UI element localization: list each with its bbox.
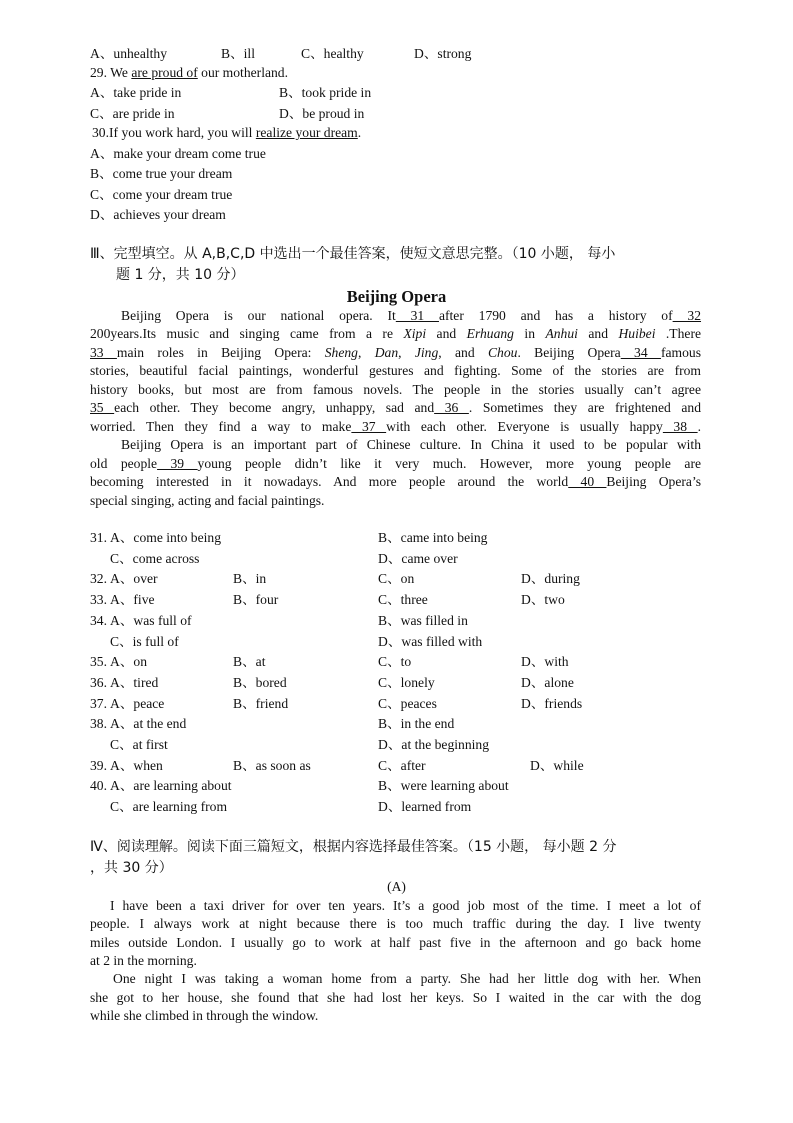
option-d: D、during <box>521 571 580 587</box>
option-c: C、is full of <box>110 633 179 649</box>
passage-line: old people 39 young people didn’t like it very much. However, more young people are <box>90 456 701 471</box>
reading-a-line: while she climbed in through the window. <box>90 1008 319 1023</box>
option-number: 36. <box>90 674 107 690</box>
passage-line: 33 main roles in Beijing Opera: Sheng, Dan, Jing, and Chou. Beijing Opera 34 famous <box>90 345 702 360</box>
blank-31: 31 <box>395 308 439 323</box>
option-b: B、bored <box>233 674 287 690</box>
passage-line: worried. Then they find a way to make 37 with each other. Everyone is usually happy 38 . <box>90 419 702 434</box>
option-b: B、came into being <box>378 530 488 545</box>
option-b: B、in <box>233 571 267 587</box>
option-c: C、to <box>378 654 412 670</box>
reading-a-line: at 2 in the morning. <box>90 953 197 968</box>
option-d: D、while <box>530 757 584 773</box>
passage-line: stories, beautiful facial paintings, wonderful gestures and fighting. Some of the stories are from <box>90 363 701 378</box>
option-a: A、peace <box>110 695 165 711</box>
option-c: C、come across <box>110 550 200 566</box>
reading-a-line: she got to her house, she found that she had lost her keys. So I waited in the car with the dog <box>90 990 701 1005</box>
option-number: 33. <box>90 592 107 608</box>
option-a: A、over <box>110 571 158 587</box>
option-number: 40. <box>90 778 107 794</box>
option-a: A、on <box>110 654 148 670</box>
option-a: A、five <box>110 592 155 608</box>
option-d: D、at the beginning <box>378 737 489 752</box>
blank-38: 38 <box>662 419 698 434</box>
q30-option-c: C、come your dream true <box>90 187 233 202</box>
option-b: B、at <box>233 654 266 670</box>
option-c: C、peaces <box>378 695 437 711</box>
section-4-heading-cont: ，共 30 分） <box>90 860 173 876</box>
option-d: D、alone <box>521 674 574 690</box>
option-c: C、lonely <box>378 674 435 690</box>
blank-40: 40 <box>568 474 607 489</box>
option-c: C、are learning from <box>110 799 228 815</box>
option-c: C、after <box>378 757 426 773</box>
blank-37: 37 <box>351 419 387 434</box>
option-b: B、as soon as <box>233 757 311 773</box>
reading-a-line: One night I was taking a woman home from a party. She had her little dog with her. When <box>113 971 701 986</box>
option-number: 34. <box>90 612 107 628</box>
section-3-heading-cont: 题 1 分，共 10 分） <box>116 267 245 283</box>
option-d: D、friends <box>521 695 583 711</box>
option-b: B、were learning about <box>378 778 509 794</box>
option-number: 37. <box>90 695 107 711</box>
passage-title: Beijing Opera <box>346 287 447 306</box>
passage-line: special singing, acting and facial paintings. <box>90 493 325 508</box>
blank-39: 39 <box>157 456 198 471</box>
q29-option-d: D、be proud in <box>279 106 365 121</box>
option-d: D、two <box>521 592 565 608</box>
option-b: B、was filled in <box>378 612 468 628</box>
passage-line: Beijing Opera is our national opera. It 31 after 1790 and has a history of 32 <box>121 308 702 323</box>
reading-a-line: miles outside London. I usually go to work at half past five in the afternoon and go back home <box>90 935 701 950</box>
q28-option-c: C、healthy <box>301 46 364 61</box>
passage-line: becoming interested in it nowadays. And more people around the world 40 Beijing Opera’s <box>90 474 702 489</box>
option-c: C、on <box>378 571 415 587</box>
option-a: A、tired <box>110 674 159 690</box>
blank-35: 35 <box>90 400 115 415</box>
passage-line: history books, but most are from famous novels. The people in the stories usually can’t agree <box>90 382 701 397</box>
blank-34: 34 <box>620 345 661 360</box>
passage-line: 35 each other. They become angry, unhappy, sad and 36 . Sometimes they are frightened and <box>90 400 702 415</box>
q28-option-a: A、unhealthy <box>90 46 168 61</box>
option-d: D、came over <box>378 550 458 566</box>
q28-option-b: B、ill <box>221 46 255 61</box>
q30-option-a: A、make your dream come true <box>90 146 266 161</box>
section-3-heading: Ⅲ、完型填空。从 A,B,C,D 中选出一个最佳答案，使短文意思完整。（10 小题， 每小 <box>90 246 616 262</box>
passage-line: Beijing Opera is an important part of Chinese culture. In China it used to be popular with <box>121 437 701 452</box>
q29-stem: 29. We are proud of our motherland. <box>90 65 288 80</box>
q28-option-d: D、strong <box>414 46 472 61</box>
blank-36: 36 <box>434 400 469 415</box>
section-4-heading: Ⅳ、阅读理解。阅读下面三篇短文，根据内容选择最佳答案。（15 小题， 每小题 2 分 <box>90 839 617 855</box>
option-a: A、when <box>110 757 163 773</box>
option-number: 38. <box>90 716 107 732</box>
blank-33: 33 <box>90 345 117 360</box>
reading-a-label: (A) <box>387 879 406 894</box>
passage-line: 200years.Its music and singing came from a re Xipi and Erhuang in Anhui and Huibei .There <box>90 326 702 341</box>
q30-option-b: B、come true your dream <box>90 166 233 181</box>
blank-32: 32 <box>672 308 702 323</box>
option-a: A、come into being <box>110 530 221 545</box>
option-a: A、are learning about <box>110 778 232 794</box>
q30-option-d: D、achieves your dream <box>90 207 226 222</box>
option-b: B、friend <box>233 695 289 711</box>
option-b: B、in the end <box>378 716 455 732</box>
option-b: B、four <box>233 592 279 608</box>
option-number: 32. <box>90 571 107 587</box>
q30-stem: 30.If you work hard, you will realize your dream. <box>92 125 362 140</box>
option-number: 39. <box>90 757 107 773</box>
reading-a-line: people. I always work at night because there is too much traffic during the day. I live twenty <box>90 916 701 931</box>
q29-option-a: A、take pride in <box>90 85 182 100</box>
option-d: D、was filled with <box>378 633 483 649</box>
option-d: D、with <box>521 654 569 670</box>
q29-underlined-phrase: are proud of <box>131 65 198 80</box>
option-c: C、at first <box>110 737 168 752</box>
reading-a-line: I have been a taxi driver for over ten years. It’s a good job most of the time. I meet a lot of <box>110 898 701 913</box>
option-number: 35. <box>90 654 107 670</box>
q29-option-c: C、are pride in <box>90 106 175 121</box>
option-d: D、learned from <box>378 799 472 815</box>
option-a: A、at the end <box>110 716 187 732</box>
option-number: 31. <box>90 530 107 545</box>
option-a: A、was full of <box>110 612 192 628</box>
q30-underlined-phrase: realize your dream <box>255 125 358 140</box>
option-c: C、three <box>378 592 428 608</box>
q29-option-b: B、took pride in <box>279 85 372 100</box>
